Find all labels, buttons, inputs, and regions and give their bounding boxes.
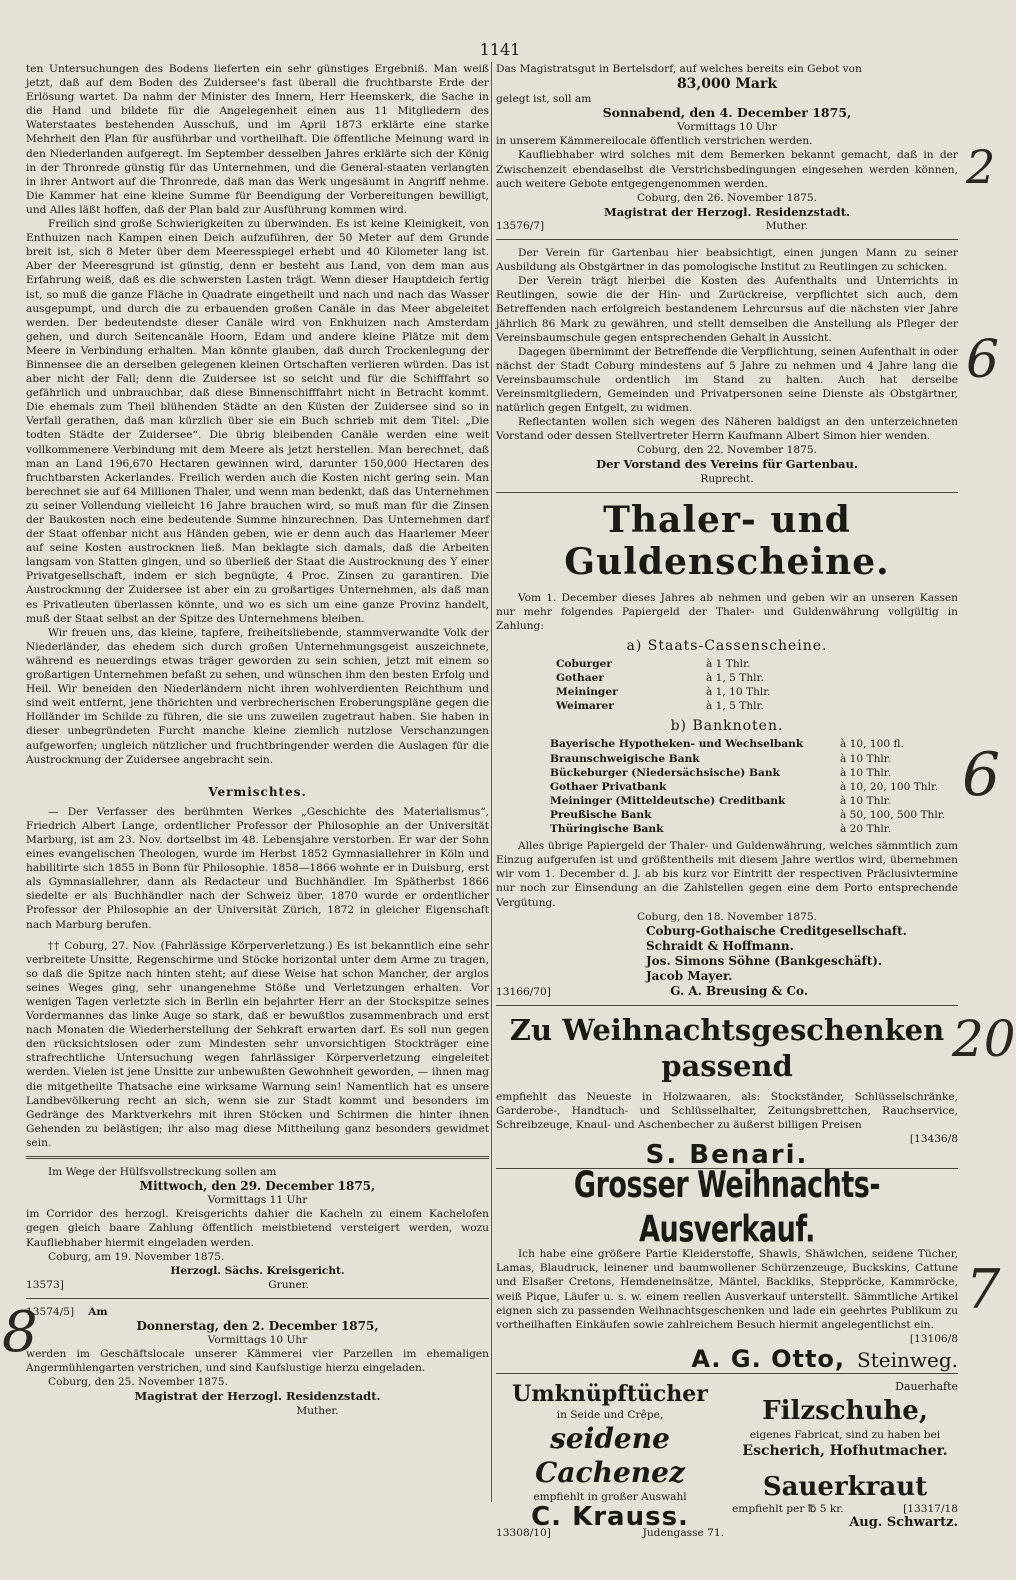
ad-title: Sauerkraut (762, 1472, 928, 1502)
ad-title: seidene Cachenez (535, 1422, 685, 1489)
ad-signer: Muther. (765, 219, 808, 232)
notice-place-date: Coburg, den 25. November 1875. (48, 1376, 228, 1389)
ad-ref: 13308/10] (496, 1527, 551, 1540)
ad-firm: S. Benari. (645, 1140, 809, 1171)
ad-thaler-guldenscheine (496, 499, 958, 999)
ad-ref: [13436/8 (909, 1133, 958, 1146)
list-item: Coburger à 1 Thlr. (556, 658, 751, 670)
separator (496, 492, 958, 493)
list-item: Bückeburger (Niedersächsische) Bank à 10 Thlr. (550, 766, 892, 779)
ad-text: gelegt ist, soll am (496, 93, 592, 106)
ad-time: Vormittags 10 Uhr (677, 121, 777, 134)
notice-office: Magistrat der Herzogl. Residenzstadt. (134, 1389, 381, 1404)
ad-krauss (496, 1380, 724, 1540)
ad-street: Steinweg. (857, 1347, 958, 1372)
ad-text: eigenes Fabricat, sind zu haben bei (749, 1429, 941, 1442)
news-item-lange: — Der Verfasser des berühmten Werkes „Geschichte des Materialismus“, Friedrich Albert Lange, ordentlicher Professor der Philosophie an der Universität Marburg, ist am 23. Nov. dortselbst im 48. Lebensjahre verstorben. Er war der Sohn eines evangelischen Theologen, wurde im Herbst 1852 Gymnasiallehrer in Köln und habilitirte sich 1855 in Bonn für Philosophie. 1858—1866 wohnte er in Duisburg, erst als Gymnasiallehrer, dann als Redacteur und Buchhändler. Im Spätherbst 1866 siedelte er als Buchhändler nach der Schweiz über. 1870 wurde er ordentlicher Professor der Philosophie an der Universität Zürich, 1872 in gleicher Eigenschaft nach Marburg berufen. (26, 805, 489, 931)
handwritten-margin-note: 7 (966, 1258, 1001, 1321)
list-item: Bayerische Hypotheken- und Wechselbank à 10, 100 fl. (550, 738, 904, 751)
ad-text: in unserem Kämmereilocale öffentlich verstrichen werden. (496, 135, 813, 148)
ad-signer: Schraidt & Hoffmann. (646, 938, 794, 953)
auction-notice-kacheln (26, 1165, 489, 1292)
notice-place-date: Coburg, am 19. November 1875. (48, 1250, 225, 1263)
ad-date: Sonnabend, den 4. December 1875, (602, 105, 852, 121)
notice-ref: 13573] (26, 1278, 64, 1291)
notice-office: Herzogl. Sächs. Kreisgericht. (170, 1264, 345, 1277)
ad-text: in Seide und Crêpe, (556, 1409, 664, 1421)
notice-text: werden im Geschäftslocale unserer Kämmerei vier Parzellen im ehemaligen Angermühlengarten verstrichen, und sind Kaufslustige hierzu eingeladen. (26, 1348, 489, 1375)
notice-text: im Corridor des herzogl. Kreisgerichts dahier die Kacheln zu einem Kachelofen gegen gleich baare Zahlung öffentlich meistbietend versteigert werden, wozu Kaufliebhaber hiermit eingeladen werden. (26, 1208, 489, 1249)
ad-firm: Escherich, Hofhutmacher. (742, 1443, 948, 1460)
ad-ref: [13317/18 (903, 1503, 958, 1515)
list-item: Meininger (Mitteldeutsche) Creditbank à 10 Thlr. (550, 794, 892, 807)
news-item-coburg: †† Coburg, 27. Nov. (Fahrlässige Körperverletzung.) Es ist bekanntlich eine sehr verbreitete Unsitte, Regenschirme und Stöcke horizontal unter dem Arme zu tragen, so daß die Spitze nach hinten steht; auf diese Weise hat schon Mancher, der arglos seines Weges ging, sehr unangenehme Stöße und Verletzungen erhalten. Vor wenigen Tagen verletzte sich in Berlin ein bejahrter Herr an der Stockspitze seines Vordermannes das linke Auge so stark, daß er bewußtlos zusammenbrach und erst nach Monaten die Wiederherstellung der Sehkraft erwarten darf. Es soll nun gegen den rücksichtslosen oder zum Mindesten sehr unvorsichtigen Stockträger eine strafrechtliche Untersuchung wegen fahrlässiger Körperverletzung eingeleitet werden. Vielen ist jene Unsitte zur unbewußten Gewohnheit geworden, — ihnen mag die mitgetheilte Thatsache eine wirksame Warnung sein! Namentlich hat es unsere Landbevölkerung recht an sich, wenn sie zur Stadt kommt und besonders im Gedränge des Marktverkehrs mit ihren Stöcken und Schirmen die hinter ihnen Gehenden zu belästigen; ihr also mag diese Mittheilung ganz besonders gewidmet sein. (26, 939, 489, 1149)
notice-date: Donnerstag, den 2. December 1875, (136, 1318, 379, 1333)
ad-place-date: Coburg, den 26. November 1875. (637, 191, 817, 204)
section-label-banknoten: b) Banknoten. (670, 718, 784, 735)
section-heading-vermischtes: Vermischtes. (208, 784, 307, 799)
article-paragraph: ten Untersuchungen des Bodens lieferten ein sehr günstiges Ergebniß. Man weiß jetzt, daß auf dem Boden des Zuidersee's fast überall die fruchtbarste Erde der Erlösung wartet. Da nahm der Minister des Innern, Herr Heemskerk, die Sache in die Hand und bildete für die Angelegenheit einen aus 11 Mitgliedern des Waterstaates bestehenden Ausschuß, und im April 1873 erklärte eine starke Mehrheit den Plan für ausführbar und vortheilhaft. Die öffentliche Meinung ward in den Niederlanden aufgeregt. Im September desselben Jahres erklärte sich der König in der Thronrede günstig für das Unternehmen, und die General-staaten verlangten in ihrer Antwort auf die Thronrede, daß man das Werk ungesäumt in Angriff nehme. Die Kammer hat eine kleine Summe für Beendigung der Vorbereitungen bewilligt, und Alles läßt hoffen, daß der Plan bald zur Ausführung kommen wird. (26, 63, 489, 216)
notice-date: Mittwoch, den 29. December 1875, (139, 1179, 376, 1194)
right-column (496, 62, 958, 1580)
ad-ref: 13166/70] (496, 985, 551, 998)
notice-time: Vormittags 11 Uhr (207, 1194, 308, 1207)
ad-address: Judengasse 71. (642, 1527, 724, 1540)
ad-title: Zu Weihnachtsgeschenken passend (509, 1012, 945, 1083)
page-number: 1141 (479, 40, 521, 59)
ad-signer: Jacob Mayer. (646, 968, 733, 983)
article-paragraph: Freilich sind große Schwierigkeiten zu überwinden. Es ist keine Kleinigkeit, von Enthuizen nach Kampen einen Deich aufzuführen, der 50 Meter auf dem Grunde breit ist, sich 8 Meter über dem Meeresspiegel erhebt und 40 Kilometer lang ist. Aber der Meeresgrund ist günstig, denn er besteht aus Land, von dem man aus Erfahrung weiß, daß es die schwersten Lasten trägt. Wenn dieser Hauptdeich fertig ist, so muß die ganze Fläche in Quadrate eingetheilt und nach und nach das Wasser ausgepumpt, und durch die zu erbauenden großen Canäle in das Meer abgeleitet werden. Der bedeutendste dieser Canäle wird von Enkhuizen nach Amsterdam gehen, und durch Seitencanäle Hoorn, Edam und andere kleine Plätze mit dem Meere in Verbindung erhalten. Man könnte glauben, daß durch Trockenlegung der Binnensee die an derselben gelegenen kleinen Ortschaften verlieren würden. Das ist aber nicht der Fall; denn die Zuidersee ist so seicht und für die Schifffahrt so gefährlich und unbrauchbar, daß diese Binnenschifffahrt nicht in Betracht kommt. Die ehemals zum Theil blühenden Städte an den Küsten der Zuidersee sind so in Verfall gerathen, daß man kürzlich über sie ein Buch schrieb mit dem Titel: „Die todten Städte der Zuidersee“. Die übrig bleibenden Canäle werden eine weit vollkommenere Verbindung mit dem Meere als jetzt herstellen. Man berechnet, daß man an Land 196,670 Hectaren gewinnen wird, darunter 150,000 Hectaren des fruchtbarsten Ackerlandes. Freilich werden auch die Kosten nicht gering sein. Man berechnet sie auf 64 Millionen Thaler, und wenn man bedenkt, daß das Unternehmen zu seiner Vollendung vielleicht 16 Jahre brauchen wird, so muß man für die Zinsen der Baukosten noch eine bedeutende Summe hinzurechnen. Das Unternehmen darf der Staat offenbar nicht aus Händen geben, wie er denn auch das Haarlemer Meer auf seine Kosten austrocknen ließ. Man beklagte sich damals, daß die Arbeiten langsam von Statten gingen, und so überließ der Staat die Austrocknung des Y einer Privatgesellschaft, indem er sich begnügte, 4 Proc. Zinsen zu garantiren. Die Austrocknung der Zuidersee ist aber ein zu großartiges Unternehmen, als daß man es Privatleuten überlassen könnte, und wo es sich um eine ganze Provinz handelt, muß der Staat selbst an der Spitze des Unternehmens bleiben. (26, 218, 489, 625)
separator (26, 1156, 489, 1159)
ad-signer: G. A. Breusing & Co. (670, 983, 808, 998)
bottom-ads (496, 1380, 958, 1580)
ad-firm: A. G. Otto, (691, 1344, 846, 1373)
list-item: Gothaer à 1, 5 Thlr. (556, 672, 764, 685)
column-divider (491, 62, 492, 1502)
ad-amount: 83,000 Mark (676, 76, 778, 93)
ad-title: Thaler- und Guldenscheine. (564, 498, 890, 583)
ad-magistratsgut (496, 62, 958, 233)
ad-text: Dagegen übernimmt der Betreffende die Verpflichtung, seinen Aufenthalt in oder nächst der Stadt Coburg mindestens auf 5 Jahre zu nehmen und 4 Jahre lang die Vereinsbaumschule ordentlich im Stand zu halten. Auch hat derselbe Vereinsmitgliedern, Gemeinden und Privatpersonen seine Dienste als Obstgärtner, natürlich gegen Entgelt, zu widmen. (496, 345, 958, 415)
ad-title: Filzschuhe, (762, 1396, 928, 1427)
auction-notice-parzellen (26, 1305, 489, 1418)
notice-intro: Im Wege der Hülfsvollstreckung sollen am (48, 1166, 277, 1179)
ad-text: empfiehlt in großer Auswahl (533, 1491, 687, 1503)
ad-office: Magistrat der Herzogl. Residenzstadt. (603, 204, 851, 219)
notice-signer: Muther. (296, 1404, 339, 1417)
list-item: Preußische Bank à 50, 100, 500 Thlr. (550, 808, 945, 821)
section-label-staats: a) Staats-Cassenscheine. (626, 637, 828, 654)
ad-office: Der Vorstand des Vereins für Gartenbau. (596, 457, 858, 472)
list-item: Braunschweigische Bank à 10 Thlr. (550, 752, 892, 765)
list-item: Gothaer Privatbank à 10, 20, 100 Thlr. (550, 780, 939, 793)
handwritten-margin-note: 2 (966, 140, 996, 194)
ad-firm: Aug. Schwartz. (849, 1515, 958, 1530)
ad-signer: Coburg-Gothaische Creditgesellschaft. (646, 923, 907, 938)
ad-ref: 13576/7] (496, 219, 545, 232)
ad-text: Dauerhafte (895, 1380, 958, 1393)
ad-escherich (732, 1380, 958, 1460)
ad-text: Der Verein trägt hierbei die Kosten des Aufenthalts und Unterrichts in Reutlingen, sowie die der Hin- und Zurückreise, verpflichtet sich auch, dem Betreffenden nach erfolgreich bestandenem Lehrcursus auf die nächsten vier Jahre jährlich 86 Mark zu gewähren, und stellt demselben die Anstellung als Pfleger der Vereinsbaumschule gegen entsprechenden Gehalt in Aussicht. (496, 275, 958, 344)
ad-schwartz (732, 1472, 958, 1530)
ad-benari (496, 1012, 958, 1171)
ad-place-date: Coburg, den 18. November 1875. (637, 910, 817, 923)
handwritten-margin-note: 20 (952, 1010, 1016, 1068)
ad-text: empfiehlt das Neueste in Holzwaaren, als: Stockständer, Schlüsselschränke, Garderobe-, Handtuch- und Schlüsselhalter, Zeitungsbrettchen, Rauchservice, Schreibzeuge, Knaul- und Aschenbecher zu äußerst billigen Preisen (496, 1090, 958, 1131)
handwritten-margin-note: 6 (962, 740, 1001, 810)
separator (496, 239, 958, 240)
notice-ref: 13574/5] (26, 1305, 75, 1318)
notice-signer: Gruner. (268, 1278, 309, 1291)
article-paragraph: Wir freuen uns, das kleine, tapfere, freiheitsliebende, stammverwandte Volk der Niederländer, das ehedem sich durch großen Unternehmungsgeist auszeichnete, während es neuerdings etwas träger geworden zu sein schien, jetzt mit einem so großartigen Unternehmen befaßt zu sehen, und wünschen ihm den besten Erfolg und Heil. Wir beneiden den Niederländern nicht ihren wohlverdienten Reichthum und sind weit entfernt, jene thörichten und verbrecherischen Eroberungspläne gegen die Holländer im Schilde zu führen, die sie uns zuweilen zugetraut haben. Sie haben in dieser unbegründeten Furcht manche kleine ziemlich nutzlose Verschanzungen aufgeworfen; ungleich nützlicher und fruchtbringender werden die Auslagen für die Austrocknung der Zuidersee angebracht sein. (26, 626, 489, 766)
list-item: Thüringische Bank à 20 Thlr. (550, 823, 892, 836)
ad-otto (496, 1165, 958, 1373)
list-item: Meininger à 1, 10 Thlr. (556, 686, 771, 699)
separator (26, 1298, 489, 1299)
left-column (26, 62, 489, 1418)
handwritten-margin-note: 8 (2, 1300, 38, 1365)
separator (496, 1005, 958, 1006)
handwritten-margin-note: 6 (966, 330, 1000, 390)
ad-text: Reflectanten wollen sich wegen des Näheren baldigst an den unterzeichneten Vorstand oder dessen Stellvertreter Herrn Kaufmann Albert Simon hier wenden. (496, 416, 958, 443)
ad-place-date: Coburg, den 22. November 1875. (637, 444, 817, 457)
separator (496, 1373, 958, 1374)
ad-text: Vom 1. December dieses Jahres ab nehmen und geben wir an unseren Kassen nur mehr folgendes Papiergeld der Thaler- und Guldenwährung vollgültig in Zahlung: (496, 591, 958, 632)
ad-signer: Jos. Simons Söhne (Bankgeschäft). (646, 953, 883, 968)
ad-title: Umknüpftücher (512, 1381, 708, 1407)
ad-gartenbauverein (496, 246, 958, 486)
ad-text: Kaufliebhaber wird solches mit dem Bemerken bekannt gemacht, daß in der Zwischenzeit ebendaselbst die Verstrichsbedingungen eingesehen werden können, auch weitere Gebote entgegengenommen werden. (496, 149, 958, 190)
ad-text: Das Magistratsgut in Bertelsdorf, auf welches bereits ein Gebot von (496, 63, 862, 75)
ad-signer: Ruprecht. (700, 472, 754, 485)
notice-am: Am (88, 1305, 108, 1318)
ad-text: Alles übrige Papiergeld der Thaler- und Guldenwährung, welches sämmtlich zum Einzug aufgerufen ist und größtentheils mit diesem Jahre wertlos wird, übernehmen wir vom 1. December d. J. ab bis kurz vor Eintritt der respectiven Präclusivtermine nur noch zur Einsendung an die Zahlstellen gegen eine dem Porto entsprechende Vergütung. (496, 840, 958, 909)
ad-text: empfiehlt per ℔ 5 kr. (732, 1503, 844, 1515)
ad-text: Ich habe eine größere Partie Kleiderstoffe, Shawls, Shäwlchen, seidene Tücher, Lamas, Blaudruck, leinener und baumwollener Schürzenzeuge, Buckskins, Cattune und Elsaßer Cretons, Hemdeneinsätze, Mäntel, Backliks, Steppröcke, Kammröcke, weiß Pique, Läufer u. s. w. einem reellen Ausverkauf unterstellt. Sämmtliche Artikel eignen sich zu passenden Weihnachtsgeschenken und lade ein geehrtes Publikum zu vortheilhaften Einkäufen sowie zahlreichem Besuch hiermit angelegentlichst ein. (496, 1248, 958, 1331)
list-item: Weimarer à 1, 5 Thlr. (556, 700, 764, 713)
ad-ref: [13106/8 (909, 1332, 958, 1345)
notice-time: Vormittags 10 Uhr (207, 1334, 308, 1347)
ad-title: Grosser Weihnachts-Ausverkauf. (573, 1165, 881, 1252)
ad-text: Der Verein für Gartenbau hier beabsichtigt, einen jungen Mann zu seiner Ausbildung als Obstgärtner in das pomologische Institut zu Reutlingen zu schicken. (496, 247, 958, 274)
ad-firm: C. Krauss. (531, 1502, 689, 1532)
